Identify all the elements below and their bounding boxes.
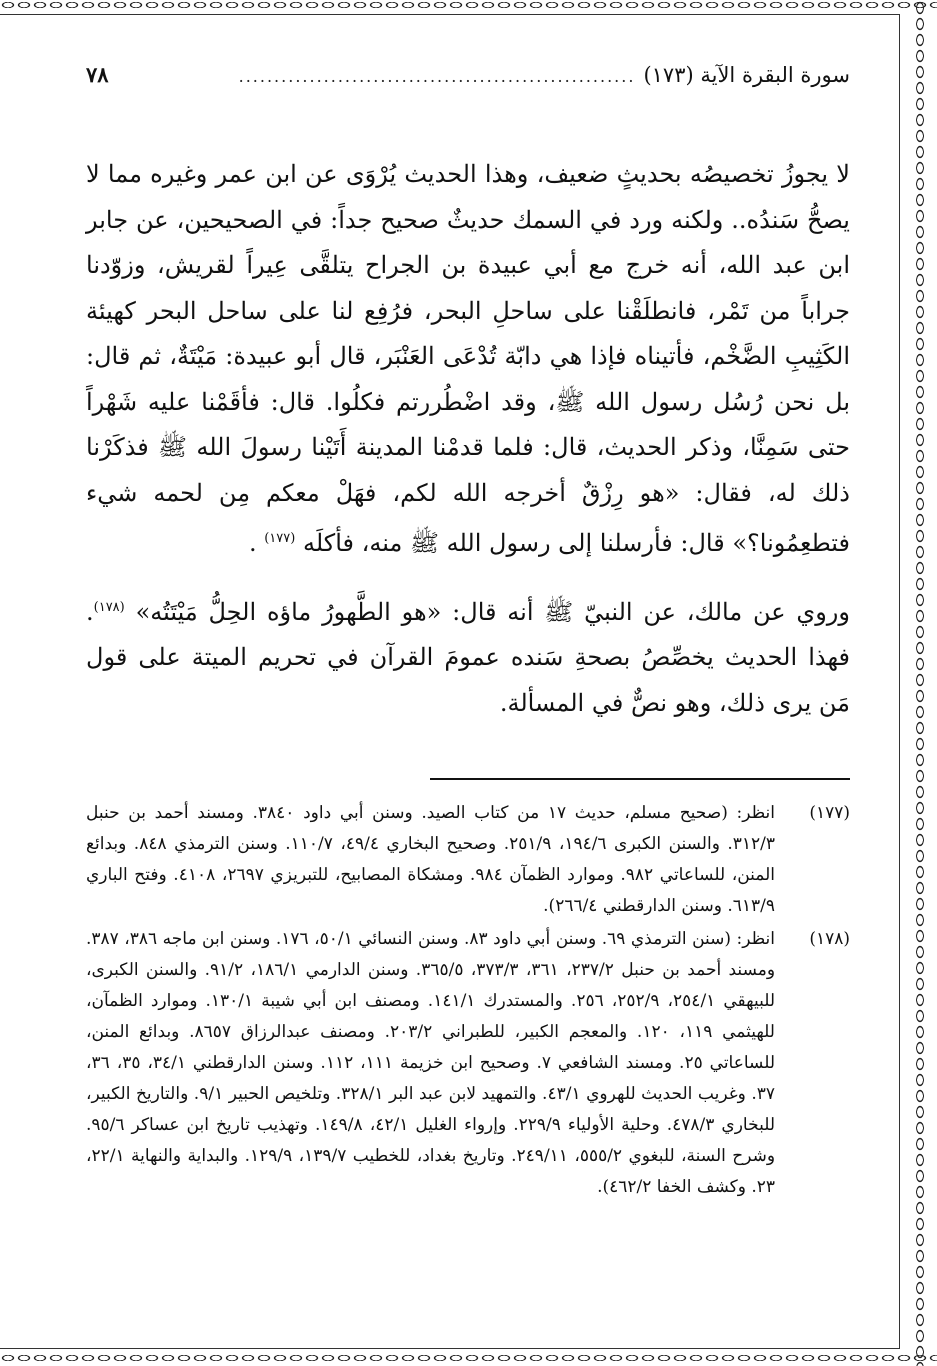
body-paragraph: [86, 585, 850, 727]
paragraph-text: وروي عن مالك، عن النبيّ ﷺ أنه قال: «هو الطَّهورُ ماؤه الحِلُّ مَيْتَتُه»: [135, 597, 850, 626]
decorative-border-right: [903, 0, 937, 1366]
decorative-border-bottom: [0, 1352, 937, 1364]
footnote-text: انظر: (سنن الترمذي ٦٩. وسنن أبي داود ٨٣. وسنن النسائي ٥٠/١، ١٧٦. وسنن ابن ماجه ٣٨٦، ٣٨٧. ومسند أحمد بن حنبل ٢٣٧/٢، ٣٦١، ٣٧٣/٣، ٣٦٥/٥. وسنن الدارمي ١٨٦/١، ٩١/٢. والسنن الكبرى، للبيهقي ٢٥٤/١، ٢٥٢/٩، ٢٥٦. والمستدرك ١٤١/١. ومصنف ابن أبي شيبة ١٣٠/١. وموارد الظمآن، للهيثمي ١١٩، ١٢٠. والمعجم الكبير، للطبراني ٢٠٣/٢. ومصنف عبدالرزاق ٨٦٥٧. وبدائع المنن، للساعاتي ٢٥. ومسند الشافعي ٧. وصحيح ابن خزيمة ١١١، ١١٢. وسنن الدارقطني ٣٤/١، ٣٥، ٣٦، ٣٧. وغريب الحديث للهروي ٤٣/١. والتمهيد لابن عبد البر ٣٢٨/١. وتلخيص الحبير ٩/١. والتاريخ الكبير، للبخاري ٤٧٨/٣. وحلية الأولياء ٢٢٩/٩. وإرواء الغليل ٤٢/١، ١٤٩/٨. وتهذيب تاريخ ابن عساكر ٩٥/٦. وشرح السنة، للبغوي ٥٥٥/٢، ٢٤٩/١١. وتاريخ بغداد، للخطيب ١٣٩/٧، ١٢٩/٩. والبداية والنهاية ٢٢/١، ٢٣. وكشف الخفا ٤٦٢/٢).: [86, 929, 776, 1197]
header-dots: ........................................................: [238, 67, 636, 86]
footnote-separator: [430, 778, 850, 780]
footnotes: [86, 798, 850, 1203]
border-inner-line: [0, 1348, 900, 1349]
paragraph-text: . فهذا الحديث يخصِّصُ بصحةِ سَنده عمومَ القرآن في تحريم الميتة على قول مَن يرى ذلك، وهو نصٌّ في المسألة.: [86, 597, 850, 717]
border-inner-line: [899, 14, 900, 1349]
paragraph-punct: .: [248, 529, 257, 557]
footnote: [86, 798, 850, 922]
page-number: ٧٨: [86, 62, 109, 87]
footnote-number: (١٧٨): [809, 929, 850, 949]
page-header: [86, 62, 850, 102]
decorative-border-top: [0, 0, 937, 10]
footnote-ref: (١٧٧): [264, 531, 296, 546]
paragraph-text: لا يجوزُ تخصيصُه بحديثٍ ضعيف، وهذا الحديث يُرْوَى عن ابن عمر وغيره مما لا يصحُّ سَندُه.. ولكنه ورد في السمك حديثٌ صحيح جداً: في الصحيحين، عن جابر ابن عبد الله، أنه خرج مع أبي عبيدة بن الجراح يتلقَّى عِيراً لقريش، وزوّدنا جراباً من تَمْر، فانطلَقْنا على ساحلِ البحر، فرُفِع لنا على ساحل البحر كهيئة الكَثِيبِ الضَّخْم، فأتيناه فإذا هي دابّة تُدْعَى العَنْبَر، قال أبو عبيدة: مَيْتَةٌ، ثم قال: بل نحن رُسُل رسول الله ﷺ، وقد اضْطُررتم فكلُوا. قال: فأقَمْنا عليه شَهْراً حتى سَمِنَّا، وذكر الحديث، قال: فلما قدمْنا المدينة أَتَيْنا رسولَ الله ﷺ فذكَرْنا ذلك له، فقال: «هو رِزْقٌ أخرجه الله لكم، فهَلْ معكم مِن لحمه شيء فتطعِمُونا؟» قال: فأرسلنا إلى رسول الله ﷺ منه، فأكلَه: [86, 160, 850, 557]
page-content: [86, 62, 850, 1203]
footnote-ref: (١٧٨): [93, 599, 125, 615]
footnote-number: (١٧٧): [809, 803, 850, 823]
border-inner-line: [0, 14, 900, 15]
running-title: سورة البقرة الآية (١٧٣): [643, 63, 850, 87]
footnote-text: انظر: (صحيح مسلم، حديث ١٧ من كتاب الصيد. وسنن أبي داود ٣٨٤٠. ومسند أحمد بن حنبل ٣١٢/٣. والسنن الكبرى ١٩٤/٦، ٢٥١/٩. وصحيح البخاري ٤٩/٤، ١١٠/٧. وسنن الترمذي ٨٤٨. وبدائع المنن، للساعاتي ٩٨٢. وموارد الظمآن ٩٨٤. ومشكاة المصابيح، للتبريزي ٢٦٩٧، ٤١٠٨. وفتح الباري ٦١٣/٩. وسنن الدارقطني ٢٦٦/٤).: [86, 803, 776, 916]
footnote: [86, 924, 850, 1203]
body-paragraph: [86, 152, 850, 567]
